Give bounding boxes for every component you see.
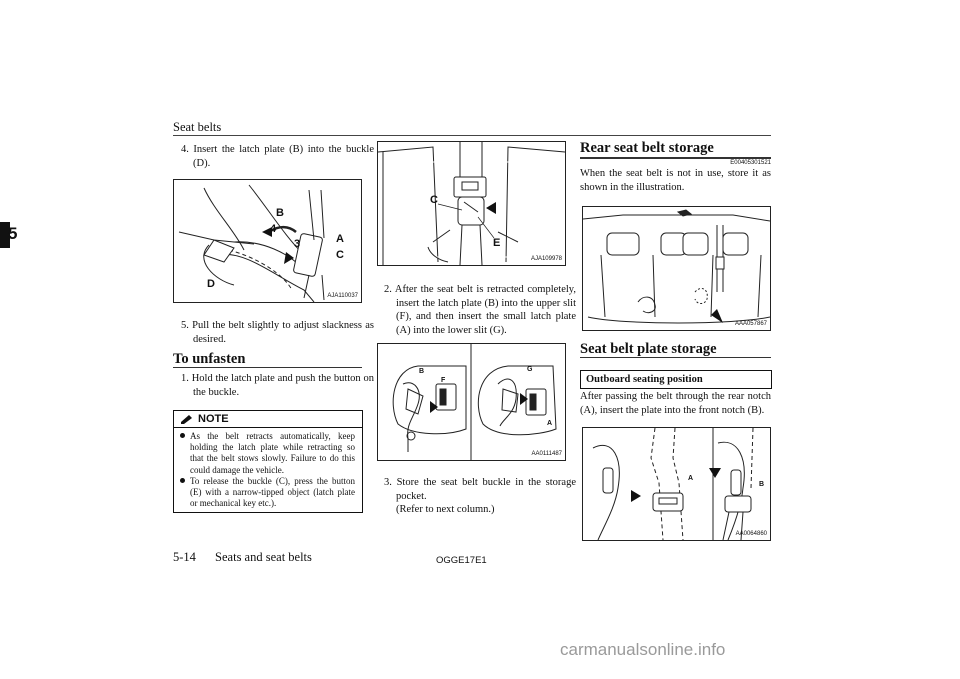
figure-buckle-release	[377, 141, 566, 266]
label-b: B	[759, 481, 765, 488]
chapter-number: 5	[8, 224, 18, 243]
label-d: D	[207, 278, 215, 290]
figure-code: AAA057867	[734, 321, 767, 327]
rear-storage-code: E00405301521	[730, 160, 771, 166]
step-3-main: 3. Store the seat belt buckle in the storage pocket.	[384, 477, 576, 502]
step-3-text	[384, 476, 576, 517]
figure-rear-seat	[582, 206, 771, 331]
note-pencil-icon	[180, 414, 193, 424]
document-code: OGGE17E1	[436, 555, 487, 566]
label-e: E	[493, 237, 501, 249]
figure-code: AJA110037	[327, 293, 358, 299]
note-item	[174, 431, 355, 476]
chapter-title: Seats and seat belts	[215, 550, 312, 564]
figure-insert-latch	[173, 179, 362, 303]
step-3-reference: (Refer to next column.)	[396, 504, 495, 515]
figure-code: AJA109978	[530, 256, 562, 262]
buckle-release-illustration	[378, 142, 565, 265]
plate-storage-heading: Seat belt plate storage	[580, 341, 717, 357]
label-g: G	[527, 366, 533, 373]
figure-plate-notches	[582, 427, 771, 541]
label-a: A	[336, 233, 344, 245]
outboard-subheading: Outboard seating position	[580, 370, 772, 389]
label-b: B	[276, 207, 284, 219]
insert-latch-illustration	[174, 180, 361, 302]
figure-code: AA0064860	[735, 531, 767, 537]
note-item	[174, 476, 355, 510]
running-header: Seat belts	[173, 120, 222, 134]
figure-code: AA0111487	[531, 451, 562, 457]
label-a: A	[688, 475, 694, 482]
label-4: 4	[270, 223, 277, 235]
label-c: C	[336, 249, 344, 261]
rear-storage-heading: Rear seat belt storage	[580, 140, 714, 156]
step-4-text: 4. Insert the latch plate (B) into the buckle (D).	[181, 144, 374, 169]
unfasten-heading-rule	[173, 367, 362, 368]
plate-storage-heading-rule	[580, 357, 771, 358]
bullet-icon	[180, 433, 185, 438]
step-2-text: 2. After the seat belt is retracted completely, insert the latch plate (B) into the upper slit (F), and then insert the small latch plate (A) into the lower slit (G).	[384, 284, 576, 336]
rear-storage-text: When the seat belt is not in use, store it as shown in the illustration.	[580, 168, 771, 193]
unfasten-heading: To unfasten	[173, 351, 246, 367]
label-c: C	[430, 194, 438, 206]
rear-seat-illustration	[583, 207, 770, 330]
note-item-text: As the belt retracts automatically, keep holding the latch plate while retracting so that the belt stows slowly. Failure to do this could damage the vehicle.	[190, 431, 355, 475]
label-3: 3	[294, 238, 301, 250]
watermark: carmanualsonline.info	[560, 640, 726, 659]
slits-illustration	[378, 344, 565, 460]
note-box	[173, 410, 363, 513]
step-5-text: 5. Pull the belt slightly to adjust slackness as desired.	[181, 320, 374, 345]
label-b: B	[419, 368, 425, 375]
header-divider	[173, 135, 771, 136]
plate-notches-illustration	[583, 428, 770, 540]
page-number: 5-14	[173, 550, 196, 564]
bullet-icon	[180, 478, 185, 483]
label-f: F	[441, 377, 446, 384]
note-item-text: To release the buckle (C), press the button (E) with a narrow-tipped object (latch plate or mechanical key etc.).	[190, 475, 355, 509]
label-a: A	[547, 420, 553, 427]
figure-slits	[377, 343, 566, 461]
page-footer	[173, 550, 328, 565]
rear-storage-heading-rule	[580, 157, 771, 159]
note-header	[174, 411, 362, 428]
outboard-text: After passing the belt through the rear notch (A), insert the plate into the front notch (B).	[580, 391, 771, 416]
note-title: NOTE	[198, 413, 229, 425]
unfasten-step-1-text: 1. Hold the latch plate and push the button on the buckle.	[181, 373, 374, 398]
